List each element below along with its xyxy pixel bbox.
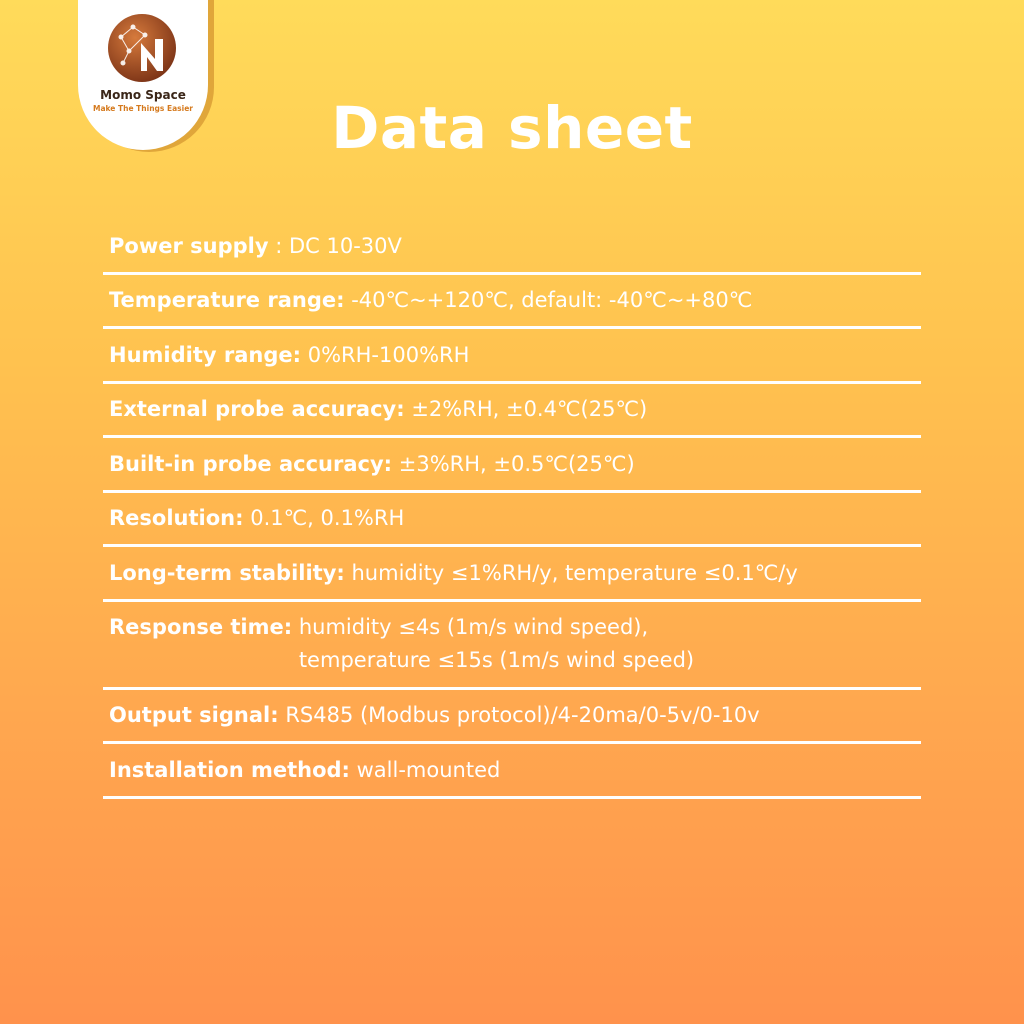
spec-value: 0%RH-100%RH	[307, 342, 470, 367]
spec-label: Temperature range:	[109, 288, 345, 313]
spec-value: RS485 (Modbus protocol)/4-20ma/0-5v/0-10v	[285, 703, 760, 728]
spec-value: ±3%RH, ±0.5℃(25℃)	[398, 451, 635, 476]
spec-separator	[405, 397, 412, 421]
spec-value: -40℃~+120℃, default: -40℃~+80℃	[351, 288, 753, 313]
spec-value: humidity ≤1%RH/y, temperature ≤0.1℃/y	[351, 560, 798, 585]
spec-label: Long-term stability:	[109, 560, 345, 585]
logo-icon	[107, 13, 177, 83]
spec-list	[103, 220, 921, 799]
spec-separator	[292, 611, 299, 644]
spec-separator	[350, 758, 357, 782]
spec-separator	[301, 343, 308, 367]
spec-row-temperature-range	[103, 275, 921, 330]
spec-row-output-signal	[103, 690, 921, 745]
spec-label: Resolution:	[109, 506, 244, 531]
page-title: Data sheet	[331, 94, 693, 162]
spec-value-line: humidity ≤4s (1m/s wind speed),	[298, 615, 649, 639]
spec-separator	[279, 703, 286, 727]
spec-separator	[345, 561, 352, 585]
spec-row-built-in-probe-accuracy	[103, 438, 921, 493]
spec-row-installation-method	[103, 744, 921, 799]
spec-row-resolution	[103, 493, 921, 548]
spec-row-long-term-stability	[103, 547, 921, 602]
spec-label: Output signal:	[109, 703, 279, 728]
spec-label: Power supply	[109, 233, 269, 258]
logo-name: Momo Space	[100, 88, 186, 102]
spec-separator	[244, 506, 251, 530]
spec-row-external-probe-accuracy	[103, 384, 921, 439]
spec-value: wall-mounted	[356, 757, 501, 782]
spec-separator	[392, 452, 399, 476]
spec-row-humidity-range	[103, 329, 921, 384]
logo-tagline: Make The Things Easier	[93, 104, 193, 113]
spec-label: Installation method:	[109, 757, 350, 782]
spec-value-line: temperature ≤15s (1m/s wind speed)	[298, 648, 695, 672]
spec-value: DC 10-30V	[288, 233, 402, 258]
spec-value: ±2%RH, ±0.4℃(25℃)	[411, 397, 648, 422]
spec-row-response-time	[103, 602, 921, 690]
spec-label: Response time:	[109, 615, 293, 639]
spec-label: Built-in probe accuracy:	[109, 451, 393, 476]
spec-value: 0.1℃, 0.1%RH	[250, 506, 405, 531]
spec-separator	[345, 288, 352, 312]
spec-label: Humidity range:	[109, 342, 302, 367]
spec-row-power-supply	[103, 220, 921, 275]
spec-label: External probe accuracy:	[109, 397, 405, 422]
spec-separator: :	[268, 233, 289, 258]
